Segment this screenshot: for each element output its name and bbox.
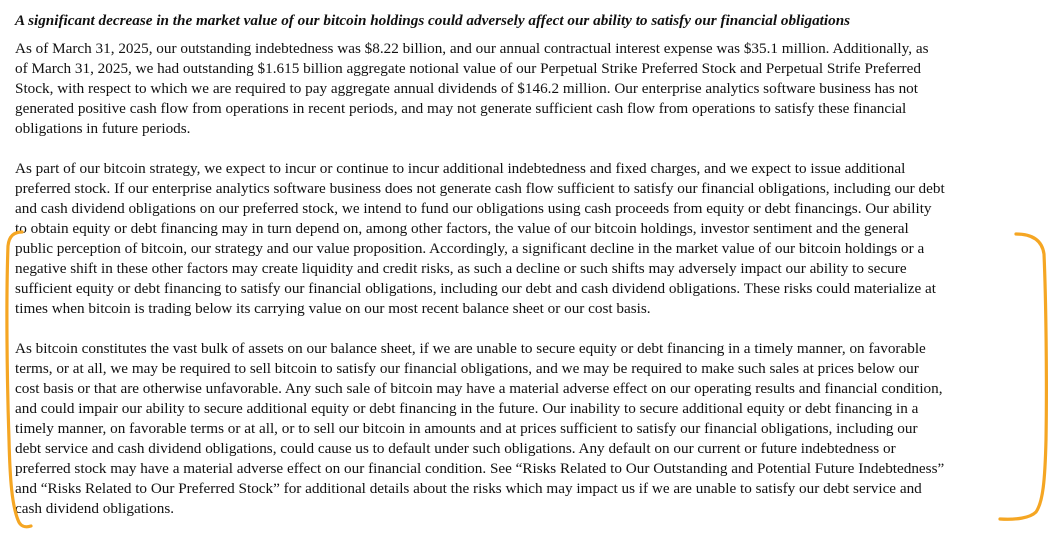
text-line: As of March 31, 2025, our outstanding indebtedness was $8.22 billion, and our annual contractual interest expense was $35.1 million. Additionally, as [15, 40, 929, 57]
text-line: and “Risks Related to Our Preferred Stock” for additional details about the risks which may impact us if we are unable to satisfy our debt service and [15, 480, 922, 497]
section-heading: A significant decrease in the market value of our bitcoin holdings could adversely affect our ability to satisfy our financial obligations [15, 12, 851, 29]
text-line: generated positive cash flow from operations in recent periods, and may not generate sufficient cash flow from operations to satisfy these financial [15, 100, 907, 117]
text-line: obligations in future periods. [15, 120, 191, 137]
text-line: timely manner, on favorable terms or at all, or to sell our bitcoin in amounts and at prices sufficient to satisfy our financial obligations, including our [15, 420, 918, 437]
text-line: public perception of bitcoin, our strategy and our value proposition. Accordingly, a significant decline in the market value of our bitcoin holdings or a [15, 240, 925, 257]
text-line: preferred stock. If our enterprise analytics software business does not generate cash flow sufficient to satisfy our financial obligations, including our debt [15, 180, 945, 197]
paragraph-1 [15, 39, 1045, 139]
paragraph-2 [15, 159, 1045, 319]
text-line: As part of our bitcoin strategy, we expect to incur or continue to incur additional indebtedness and fixed charges, and we expect to issue additional [15, 160, 906, 177]
text-line: cash dividend obligations. [15, 500, 175, 517]
text-line: negative shift in these other factors may create liquidity and credit risks, as such a decline or such shifts may adversely impact our ability to secure [15, 260, 907, 277]
text-line: debt service and cash dividend obligations, could cause us to default under such obligations. Any default on our current or future indebtedness or [15, 440, 896, 457]
text-line: preferred stock may have a material adverse effect on our financial condition. See “Risks Related to Our Outstanding and Potential Future Indebtedness” [15, 460, 945, 477]
text-line: cost basis or that are otherwise unfavorable. Any such sale of bitcoin may have a material adverse effect on our operating results and financial condition, [15, 380, 943, 397]
text-line: of March 31, 2025, we had outstanding $1.615 billion aggregate notional value of our Perpetual Strike Preferred Stock and Perpetual Strife Preferred [15, 60, 921, 77]
text-line: to obtain equity or debt financing may in turn depend on, among other factors, the value of our bitcoin holdings, investor sentiment and the general [15, 220, 909, 237]
text-line: Stock, with respect to which we are required to pay aggregate annual dividends of $146.2 million. Our enterprise analytics software business has not [15, 80, 918, 97]
text-line: times when bitcoin is trading below its carrying value on our most recent balance sheet or our cost basis. [15, 300, 651, 317]
document-excerpt [15, 11, 1045, 539]
text-line: sufficient equity or debt financing to satisfy our financial obligations, including our debt and cash dividend obligations. These risks could materialize at [15, 280, 937, 297]
paragraph-3 [15, 339, 1045, 519]
text-line: and cash dividend obligations on our preferred stock, we intend to fund our obligations using cash proceeds from equity or debt financings. Our ability [15, 200, 932, 217]
text-line: terms, or at all, we may be required to sell bitcoin to satisfy our financial obligations, and we may be required to make such sales at prices below our [15, 360, 919, 377]
text-line: and could impair our ability to secure additional equity or debt financing in the future. Our inability to secure additional equity or debt financing in a [15, 400, 919, 417]
text-line: As bitcoin constitutes the vast bulk of assets on our balance sheet, if we are unable to secure equity or debt financing in a timely manner, on favorable [15, 340, 926, 357]
